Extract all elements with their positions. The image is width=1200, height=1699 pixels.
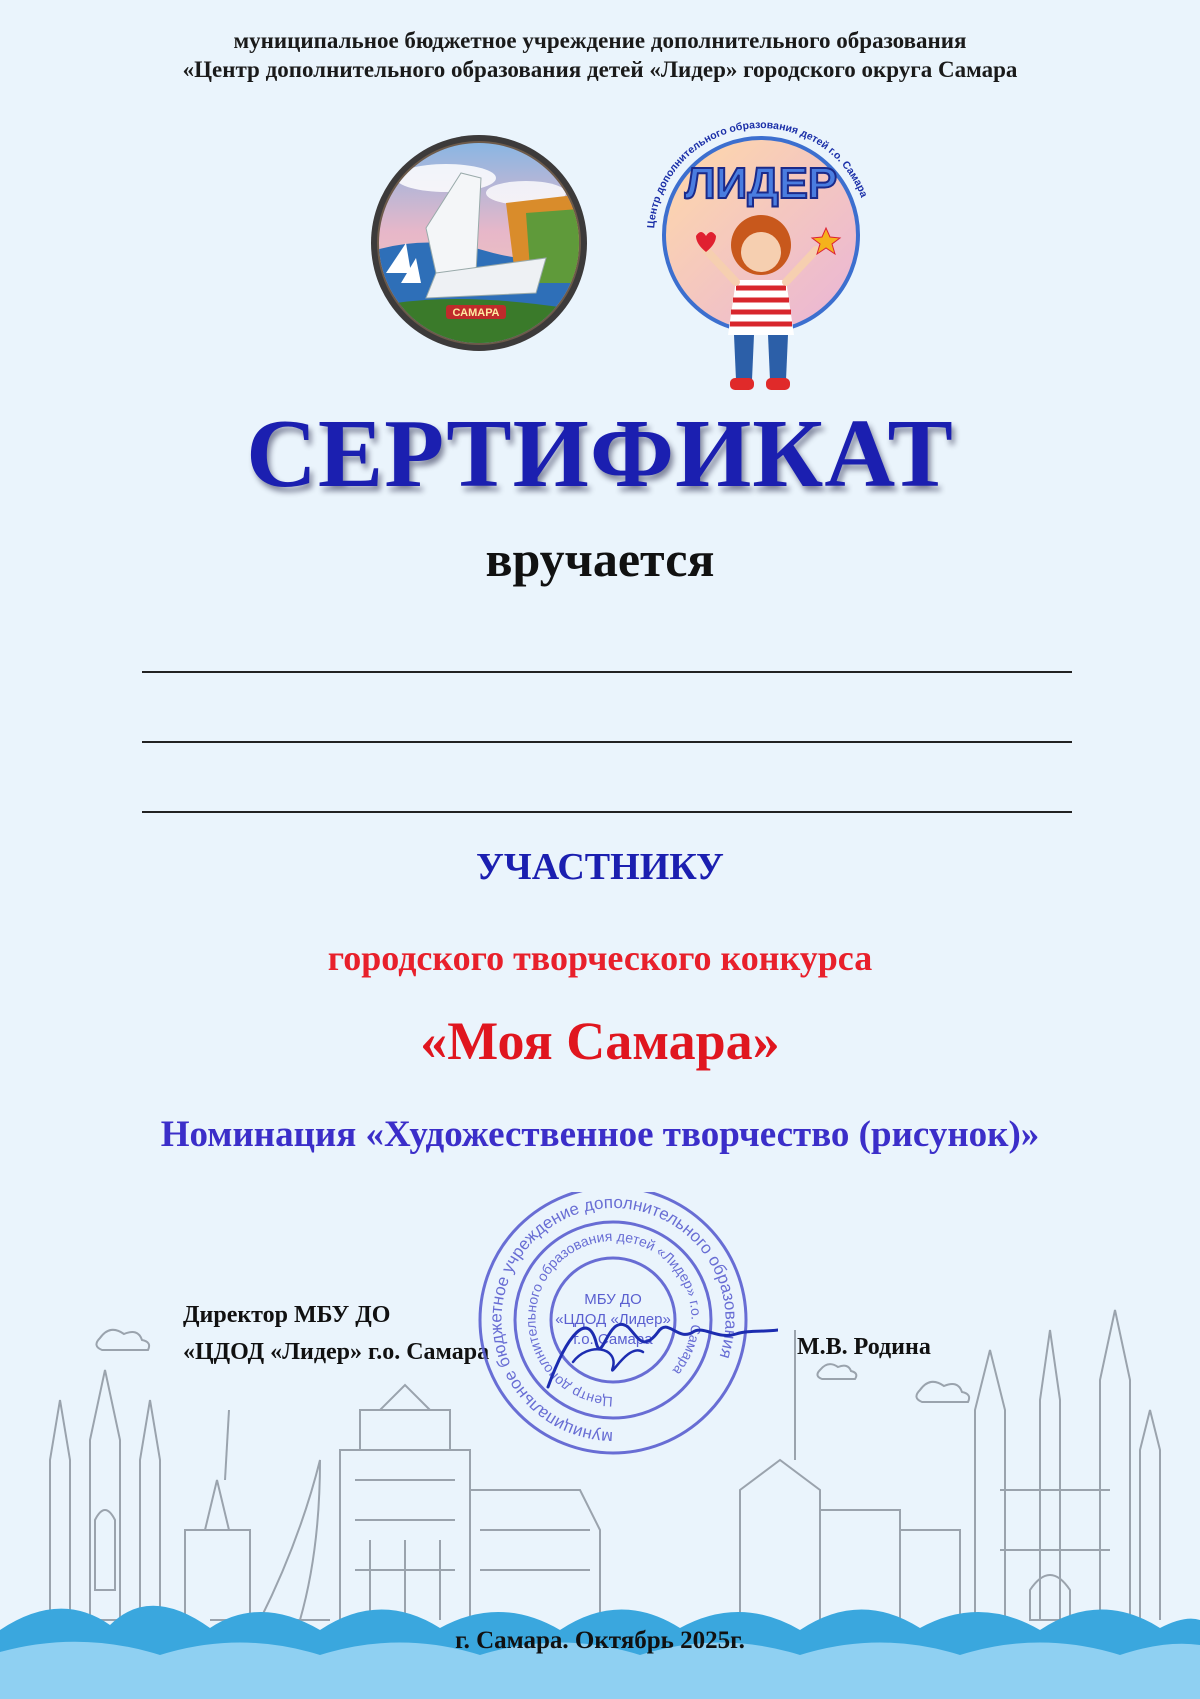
recipient-line-3 xyxy=(142,811,1072,813)
recipient-line-1 xyxy=(142,671,1072,673)
stamp-center-line-1: МБУ ДО xyxy=(584,1291,642,1308)
signer-name: М.В. Родина xyxy=(797,1334,931,1360)
stamp-outer-text: муниципальное бюджетное учреждение дополнительного образования xyxy=(486,1192,741,1448)
recipient-line-2 xyxy=(142,741,1072,743)
samara-badge-logo xyxy=(366,133,592,353)
lider-word: ЛИДЕР xyxy=(684,159,838,208)
nomination-label: Номинация «Художественное творчество (рисунок)» xyxy=(160,1114,1040,1155)
official-stamp xyxy=(478,1192,778,1467)
org-line-2: «Центр дополнительного образования детей «Лидер» городского округа Самара xyxy=(182,57,1018,82)
stamp-center-line-2: «ЦДОД «Лидер» xyxy=(555,1311,671,1328)
lider-ring-text: Центр дополнительного образования детей г.о. Самара xyxy=(645,118,870,229)
contest-label: городского творческого конкурса xyxy=(327,938,873,978)
place-date: г. Самара. Октябрь 2025г. xyxy=(455,1627,745,1654)
stamp-inner-text: Центр дополнительного образования детей «Лидер» г.о. Самара xyxy=(522,1227,705,1411)
director-line-2: «ЦДОД «Лидер» г.о. Самара xyxy=(183,1339,490,1365)
participant-label: УЧАСТНИКУ xyxy=(476,846,724,888)
certificate-title: СЕРТИФИКАТ xyxy=(246,400,954,508)
awarded-label: вручается xyxy=(485,531,715,587)
organization-header xyxy=(0,26,1200,84)
stamp-center-line-3: г.о. Самара xyxy=(573,1331,653,1348)
director-title xyxy=(183,1297,489,1371)
contest-name: «Моя Самара» xyxy=(420,1011,780,1071)
org-line-1: муниципальное бюджетное учреждение дополнительного образования xyxy=(233,28,967,53)
lider-logo xyxy=(636,110,886,400)
samara-badge-text: САМАРА xyxy=(452,307,500,319)
director-line-1: Директор МБУ ДО xyxy=(183,1302,391,1328)
